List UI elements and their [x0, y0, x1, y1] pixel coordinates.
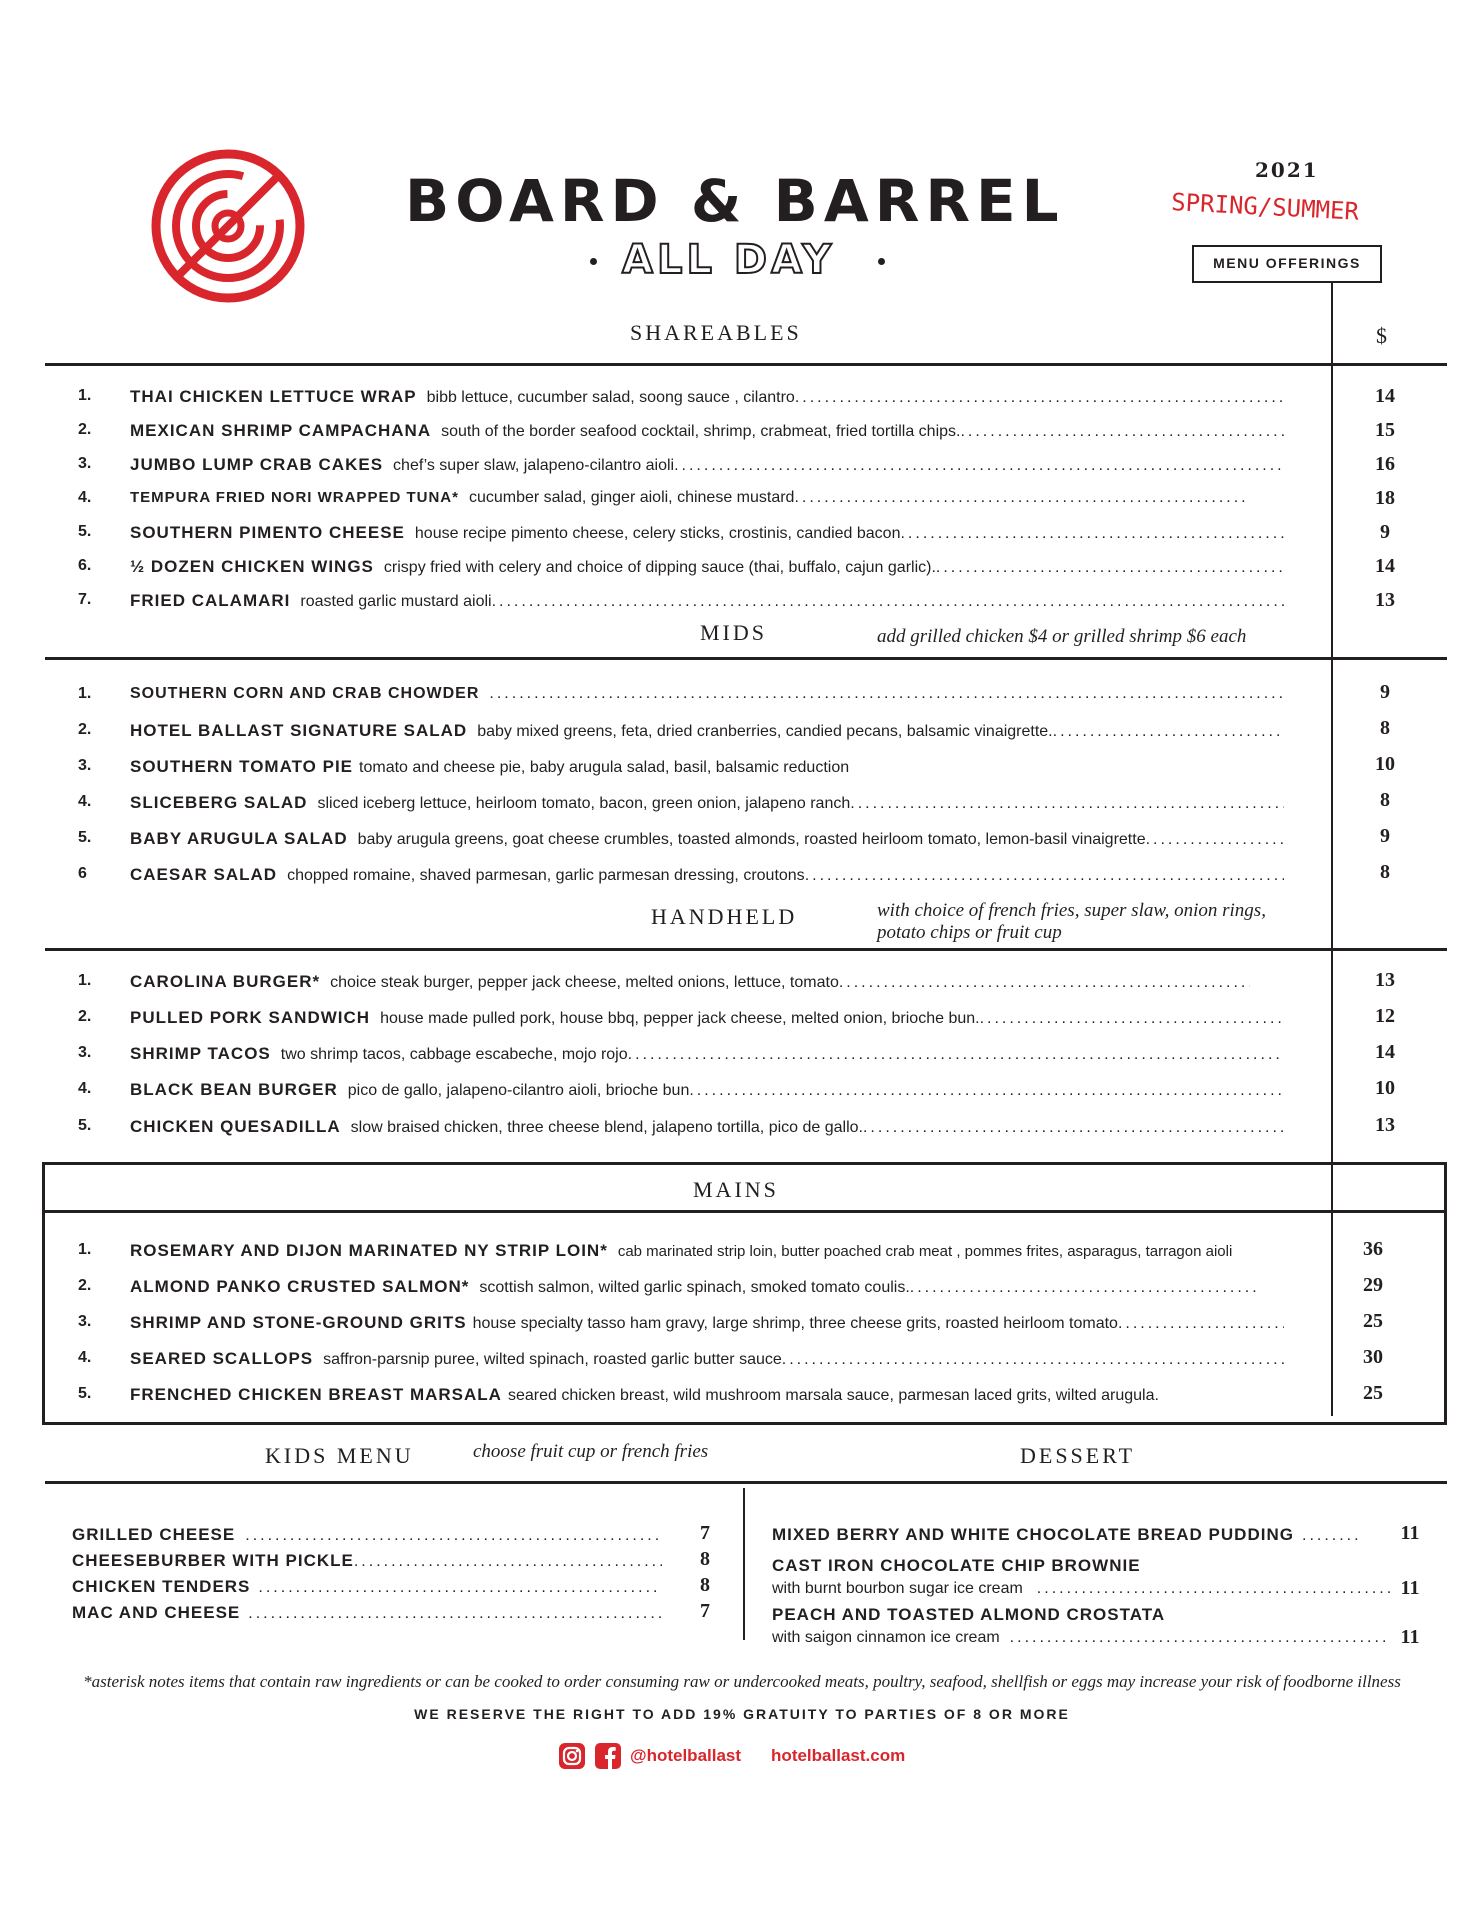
menu-item: 3. JUMBO LUMP CRAB CAKES chef’s super slaw, jalapeno-cilantro aioli ..... [78, 455, 1284, 481]
price-column-header: $ [1376, 323, 1390, 348]
menu-item-price: 9 [1380, 825, 1390, 847]
menu-item-price: 9 [1380, 681, 1390, 703]
menu-item-price: 12 [1375, 1005, 1395, 1027]
brand-subtitle: ALL DAY [622, 237, 836, 283]
menu-item: 3. SOUTHERN TOMATO PIE tomato and cheese pie, baby arugula salad, basil, balsamic reduction [78, 757, 850, 776]
menu-item-price: 8 [1380, 717, 1390, 739]
menu-item-price: 25 [1363, 1382, 1383, 1404]
gratuity-notice: WE RESERVE THE RIGHT TO ADD 19% GRATUITY TO PARTIES OF 8 OR MORE [414, 1706, 1070, 1722]
kids-menu-price: 8 [700, 1548, 710, 1570]
section-title-shareables: SHAREABLES [630, 320, 802, 345]
menu-item: 6. ½ DOZEN CHICKEN WINGS crispy fried with celery and choice of dipping sauce (thai, buffalo, cajun garlic). ..... [78, 557, 1284, 583]
section-title-handheld: HANDHELD [651, 904, 798, 929]
subtitle-dot-right [878, 258, 885, 265]
kids-dessert-divider [743, 1488, 745, 1640]
kids-note: choose fruit cup or french fries [473, 1441, 709, 1462]
raw-food-disclaimer: *asterisk notes items that contain raw ingredients or can be cooked to order consuming raw or undercooked meats, poultry, seafood, shellfish or eggs may increase your risk of foodborne illness [83, 1672, 1401, 1691]
menu-item: 4. TEMPURA FRIED NORI WRAPPED TUNA* cucumber salad, ginger aioli, chinese mustard ..... [78, 489, 1250, 515]
social-handle[interactable]: @hotelballast [630, 1746, 742, 1765]
section-rule [45, 363, 1447, 366]
menu-item: 5. CHICKEN QUESADILLA slow braised chicken, three cheese blend, jalapeno tortilla, pico de gallo. ..... [78, 1117, 1284, 1143]
menu-item-price: 14 [1375, 555, 1395, 577]
menu-item: 7. FRIED CALAMARI roasted garlic mustard aioli ..... [78, 591, 1284, 617]
menu-item: 6 CAESAR SALAD chopped romaine, shaved parmesan, garlic parmesan dressing, croutons ..... [78, 865, 1284, 891]
menu-item-price: 30 [1363, 1346, 1383, 1368]
menu-offerings-label: MENU OFFERINGS [1192, 245, 1382, 283]
menu-item: 4. SEARED SCALLOPS saffron-parsnip puree, wilted spinach, roasted garlic butter sauce ..... [78, 1349, 1284, 1375]
mains-header-divider [1331, 1162, 1333, 1210]
menu-item: 3. SHRIMP TACOS two shrimp tacos, cabbage escabeche, mojo rojo ..... [78, 1044, 1284, 1070]
subtitle-dot-left [590, 258, 597, 265]
dessert-item: CAST IRON CHOCOLATE CHIP BROWNIE [772, 1556, 1141, 1575]
menu-item: 1. THAI CHICKEN LETTUCE WRAP bibb lettuce, cucumber salad, soong sauce , cilantro ..... [78, 387, 1284, 413]
menu-item-price: 16 [1375, 453, 1395, 475]
kids-menu-item: MAC AND CHEESE ..... [72, 1603, 662, 1623]
menu-item: 2. HOTEL BALLAST SIGNATURE SALAD baby mixed greens, feta, dried cranberries, candied pecans, balsamic vinaigrette. ..... [78, 721, 1284, 747]
handheld-note-line2: potato chips or fruit cup [877, 922, 1062, 943]
facebook-icon[interactable] [594, 1742, 622, 1770]
menu-item: 5. SOUTHERN PIMENTO CHEESE house recipe pimento cheese, celery sticks, crostinis, candied bacon ..... [78, 523, 1284, 549]
menu-item-price: 15 [1375, 419, 1395, 441]
menu-item-price: 36 [1363, 1238, 1383, 1260]
menu-item: 1. ROSEMARY AND DIJON MARINATED NY STRIP LOIN* cab marinated strip loin, butter poached crab meat , pommes frites, asparagus, tarragon aioli [78, 1241, 1233, 1260]
menu-item-price: 29 [1363, 1274, 1383, 1296]
dessert-item-sub: with burnt bourbon sugar ice cream ..... [772, 1580, 1390, 1598]
section-rule [45, 1210, 1447, 1213]
handheld-note-line1: with choice of french fries, super slaw, onion rings, [877, 900, 1266, 921]
dessert-item-sub: with saigon cinnamon ice cream ..... [772, 1629, 1390, 1647]
dessert-item: MIXED BERRY AND WHITE CHOCOLATE BREAD PUDDING ..... [772, 1525, 1362, 1545]
kids-menu-price: 7 [700, 1522, 710, 1544]
dessert-item: PEACH AND TOASTED ALMOND CROSTATA [772, 1605, 1166, 1624]
menu-item-price: 10 [1375, 1077, 1395, 1099]
menu-item-price: 14 [1375, 385, 1395, 407]
menu-item-price: 18 [1375, 487, 1395, 509]
price-column-divider [1331, 283, 1333, 1163]
instagram-icon[interactable] [558, 1742, 586, 1770]
menu-item-price: 8 [1380, 789, 1390, 811]
mids-note: add grilled chicken $4 or grilled shrimp $6 each [877, 626, 1247, 647]
menu-item-price: 8 [1380, 861, 1390, 883]
board-and-barrel-logo [150, 148, 306, 304]
menu-item-price: 13 [1375, 589, 1395, 611]
menu-item-price: 9 [1380, 521, 1390, 543]
section-title-dessert: DESSERT [1020, 1443, 1136, 1468]
menu-item-price: 10 [1375, 753, 1395, 775]
menu-item-price: 13 [1375, 1114, 1395, 1136]
menu-item-price: 25 [1363, 1310, 1383, 1332]
menu-item: 1. SOUTHERN CORN AND CRAB CHOWDER ..... [78, 685, 1284, 711]
menu-item-price: 13 [1375, 969, 1395, 991]
social-links [558, 1742, 905, 1770]
section-rule [45, 657, 1447, 660]
kids-menu-item: CHICKEN TENDERS ..... [72, 1577, 662, 1597]
menu-item: 2. PULLED PORK SANDWICH house made pulled pork, house bbq, pepper jack cheese, melted onion, brioche bun. ..... [78, 1008, 1284, 1034]
kids-menu-price: 7 [700, 1600, 710, 1622]
section-rule [45, 948, 1447, 951]
menu-item: 5. FRENCHED CHICKEN BREAST MARSALA seared chicken breast, wild mushroom marsala sauce, parmesan laced grits, wilted arugula. [78, 1385, 1159, 1404]
menu-item: 1. CAROLINA BURGER* choice steak burger, pepper jack cheese, melted onions, lettuce, tomato ..... [78, 972, 1250, 998]
menu-item: 4. SLICEBERG SALAD sliced iceberg lettuce, heirloom tomato, bacon, green onion, jalapeno ranch ..... [78, 793, 1284, 819]
dessert-price: 11 [1400, 1626, 1420, 1648]
menu-item: 3. SHRIMP AND STONE-GROUND GRITS house specialty tasso ham gravy, large shrimp, three cheese grits, roasted heirloom tomato ..... [78, 1313, 1284, 1339]
menu-item: 4. BLACK BEAN BURGER pico de gallo, jalapeno-cilantro aioli, brioche bun ..... [78, 1080, 1284, 1106]
menu-year: 2021 [1255, 158, 1319, 182]
kids-menu-item: GRILLED CHEESE ..... [72, 1525, 662, 1545]
menu-season: SPRING/SUMMER [1170, 188, 1360, 226]
section-title-mids: MIDS [700, 620, 768, 645]
dessert-price: 11 [1400, 1577, 1420, 1599]
kids-menu-item: CHEESEBURBER WITH PICKLE ..... [72, 1551, 662, 1571]
menu-item-price: 14 [1375, 1041, 1395, 1063]
menu-item: 2. MEXICAN SHRIMP CAMPACHANA south of the border seafood cocktail, shrimp, crabmeat, fried tortilla chips. ..... [78, 421, 1284, 447]
menu-item: 5. BABY ARUGULA SALAD baby arugula greens, goat cheese crumbles, toasted almonds, roasted heirloom tomato, lemon-basil vinaigrette ..... [78, 829, 1284, 855]
menu-item: 2. ALMOND PANKO CRUSTED SALMON* scottish salmon, wilted garlic spinach, smoked tomato coulis. ..... [78, 1277, 1258, 1303]
website-link[interactable]: hotelballast.com [771, 1746, 906, 1765]
kids-menu-price: 8 [700, 1574, 710, 1596]
dessert-price: 11 [1400, 1522, 1420, 1544]
section-title-kids-menu: KIDS MENU [265, 1443, 414, 1468]
section-title-mains: MAINS [693, 1177, 779, 1202]
brand-title: BOARD & BARREL [405, 167, 1065, 235]
section-rule [45, 1481, 1447, 1484]
